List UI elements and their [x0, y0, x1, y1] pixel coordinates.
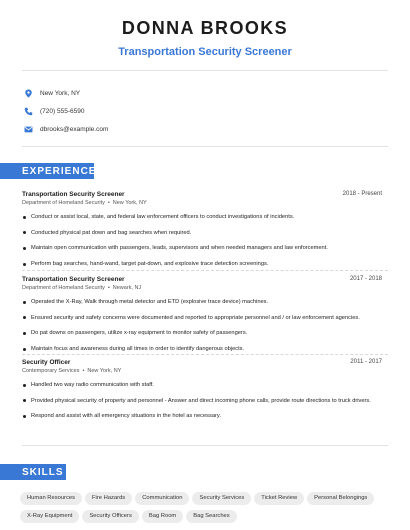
- contact-location: [22, 84, 80, 102]
- skill-chip: Fire Hazards: [85, 492, 132, 505]
- skills-list: [20, 492, 400, 528]
- job-bullets: [22, 298, 382, 353]
- job-company: Department of Homeland Security: [22, 285, 105, 291]
- resume-header: [0, 18, 410, 58]
- list-item: Do pat downs on passengers, utilize x-ray equipment to monitor safety of passengers.: [22, 329, 382, 337]
- job-org: [22, 200, 382, 206]
- skill-chip: Security Services: [192, 492, 251, 505]
- contact-phone-text: (720) 555-6590: [40, 107, 85, 115]
- list-item: Conducted physical pat down and bag searches when required.: [22, 229, 382, 237]
- contact-email: [22, 120, 108, 138]
- separator-dot: •: [107, 200, 110, 206]
- list-item: Maintain open communication with passengers, leads, supervisors and when needed managers and law enforcement.: [22, 244, 382, 252]
- skill-chip: Personal Belongings: [307, 492, 374, 505]
- list-item: Operated the X-Ray, Walk through metal detector and ETD (explosive trace device) machines.: [22, 298, 382, 306]
- job-location: New York, NY: [87, 368, 122, 374]
- contact-location-text: New York, NY: [40, 89, 81, 97]
- job-entry: [22, 191, 382, 276]
- job-dates: 2018 - Present: [342, 191, 382, 197]
- contact-divider: [22, 146, 388, 147]
- job-dates: 2011 - 2017: [350, 359, 382, 365]
- location-pin-icon: [22, 87, 34, 99]
- job-bullets: [22, 213, 382, 268]
- list-item: Maintain focus and awareness during all times in order to identify dangerous objects.: [22, 345, 382, 353]
- job-company: Contemporary Services: [22, 368, 80, 374]
- job-entry: [22, 359, 382, 428]
- skill-chip: Ticket Review: [254, 492, 304, 505]
- phone-icon: [22, 105, 34, 117]
- skill-chip: Human Resources: [20, 492, 82, 505]
- job-dates: 2017 - 2018: [349, 276, 382, 282]
- job-title: Security Officer: [22, 359, 71, 366]
- list-item: Handled two way radio communication with staff.: [22, 381, 382, 389]
- job-entry: [22, 276, 382, 361]
- skills-heading: SKILLS: [0, 464, 66, 480]
- list-item: Perform bag searches, hand-wand, target pat-down, and explosive trace detection screenings.: [22, 260, 382, 268]
- job-bullets: [22, 381, 382, 420]
- skill-chip: Bag Searches: [186, 510, 236, 523]
- job-company: Department of Homeland Security: [22, 200, 105, 206]
- job-title: Transportation Security Screener: [22, 276, 125, 283]
- job-org: [22, 285, 382, 291]
- skill-chip: Security Officers: [82, 510, 138, 523]
- candidate-title: Transportation Security Screener: [118, 46, 292, 58]
- skill-chip: Communication: [135, 492, 189, 505]
- job-divider: [22, 270, 388, 271]
- job-location: Newark, NJ: [112, 285, 142, 291]
- section-divider: [22, 445, 388, 446]
- skill-chip: Bag Room: [142, 510, 183, 523]
- contact-email-text: dbrooks@example.com: [40, 125, 109, 133]
- candidate-name: DONNA BROOKS: [121, 18, 289, 38]
- list-item: Respond and assist with all emergency situations in the hotel as necessary.: [22, 412, 382, 420]
- list-item: Provided physical security of property and personnel - Answer and direct incoming phone calls, provide route directions to truck drivers.: [22, 397, 382, 405]
- email-icon: [22, 123, 34, 135]
- separator-dot: •: [107, 285, 110, 291]
- header-divider: [22, 70, 388, 71]
- skill-chip: X-Ray Equipment: [20, 510, 79, 523]
- job-location: New York, NY: [112, 200, 147, 206]
- list-item: Conduct or assist local, state, and federal law enforcement officers to conduct investigations of incidents.: [22, 213, 382, 221]
- list-item: Ensured security and safety concerns were documented and reported to appropriate personnel and / or law enforcement agencies.: [22, 314, 382, 322]
- job-divider: [22, 354, 388, 355]
- experience-heading: EXPERIENCE: [0, 163, 94, 179]
- job-org: [22, 368, 382, 374]
- job-title: Transportation Security Screener: [22, 191, 125, 198]
- contact-phone: [22, 102, 84, 120]
- separator-dot: •: [82, 368, 85, 374]
